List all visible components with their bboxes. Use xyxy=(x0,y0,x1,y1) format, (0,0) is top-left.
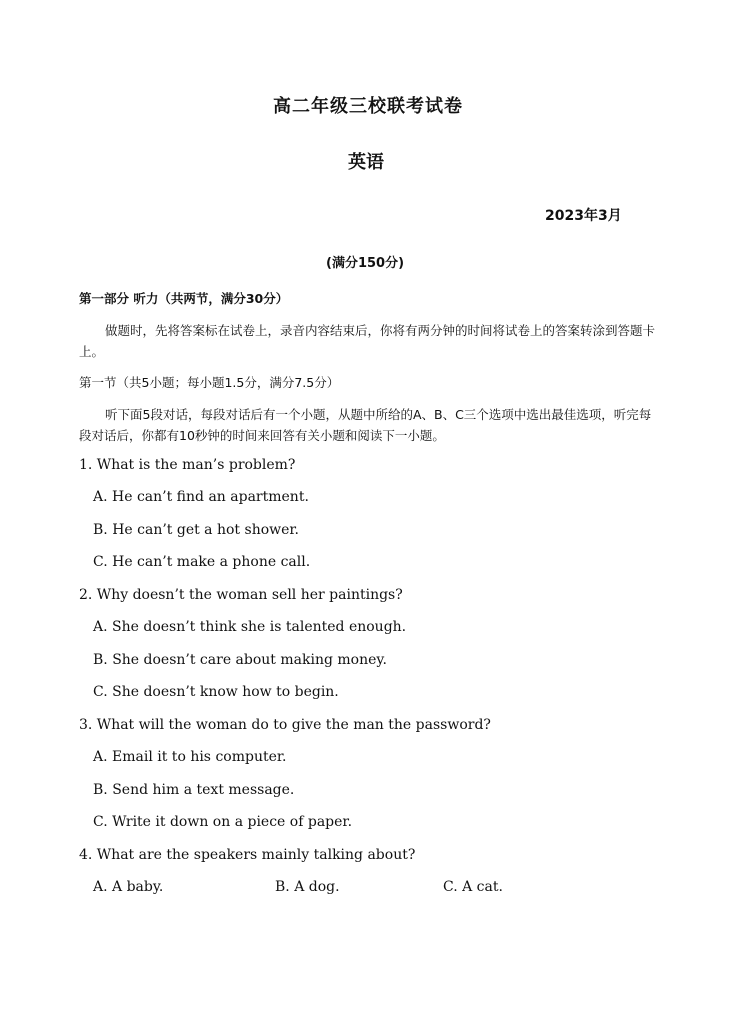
question-2: 2. Why doesn’t the woman sell her paintings? xyxy=(79,587,403,603)
question-2-option-a: A. She doesn’t think she is talented enough. xyxy=(93,619,407,635)
question-1-option-a: A. He can’t find an apartment. xyxy=(93,489,309,505)
exam-title: 高二年级三校联考试卷 xyxy=(273,96,463,117)
question-1-option-c: C. He can’t make a phone call. xyxy=(93,554,311,570)
subject-title: 英语 xyxy=(348,152,384,173)
section1-heading: 第一节（共5小题；每小题1.5分，满分7.5分） xyxy=(79,375,340,390)
question-4-option-a: A. A baby. xyxy=(93,879,164,895)
question-3-option-b: B. Send him a text message. xyxy=(93,782,295,798)
question-3: 3. What will the woman do to give the man the password? xyxy=(79,717,491,733)
exam-date: 2023年3月 xyxy=(545,208,622,224)
question-2-option-b: B. She doesn’t care about making money. xyxy=(93,652,387,668)
section1-instruction: 听下面5段对话，每段对话后有一个小题，从题中所给的A、B、C三个选项中选出最佳选项，听完每段对话后，你都有10秒钟的时间来回答有关小题和阅读下一小题。 xyxy=(79,407,652,443)
part1-instruction: 做题时，先将答案标在试卷上，录音内容结束后，你将有两分钟的时间将试卷上的答案转涂到答题卡上。 xyxy=(79,323,656,359)
part1-heading: 第一部分 听力（共两节，满分30分） xyxy=(79,291,289,306)
question-2-option-c: C. She doesn’t know how to begin. xyxy=(93,684,339,700)
question-1: 1. What is the man’s problem? xyxy=(79,457,296,473)
question-3-option-c: C. Write it down on a piece of paper. xyxy=(93,814,353,830)
question-4-option-c: C. A cat. xyxy=(443,879,503,895)
question-3-option-a: A. Email it to his computer. xyxy=(93,749,287,765)
question-4: 4. What are the speakers mainly talking about? xyxy=(79,847,416,863)
full-score: (满分150分) xyxy=(326,256,405,271)
question-1-option-b: B. He can’t get a hot shower. xyxy=(93,522,300,538)
question-4-option-b: B. A dog. xyxy=(275,879,340,895)
